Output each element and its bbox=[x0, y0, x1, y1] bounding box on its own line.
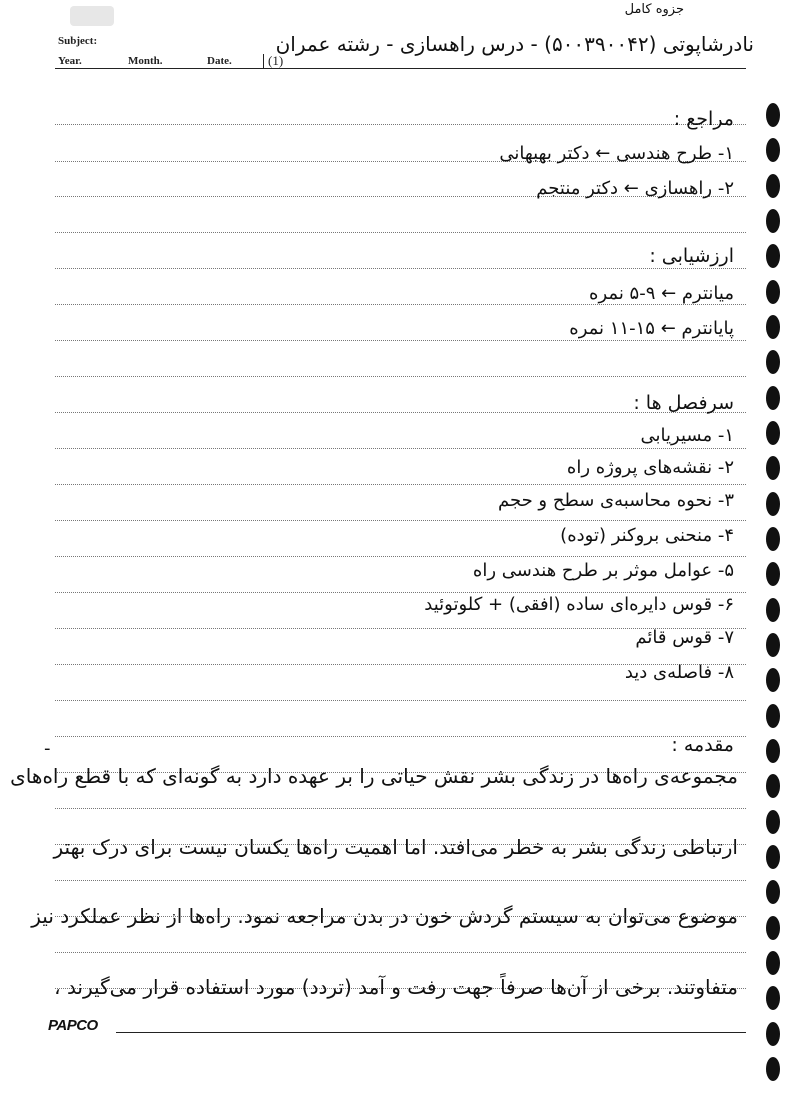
ruled-line bbox=[55, 880, 746, 881]
syllabus-item: ۵- عوامل موثر بر طرح هندسی راه bbox=[472, 560, 734, 581]
ruled-line bbox=[55, 808, 746, 809]
paragraph-line: مجموعه‌ی راه‌ها در زندگی بشر نقش حیاتی را بر عهده دارد به گونه‌ای که با قطع راه‌های bbox=[10, 764, 738, 788]
binding-hole bbox=[766, 456, 780, 480]
syllabus-item: ۱- مسیریابی bbox=[640, 425, 734, 446]
syllabus-item: ۳- نحوه محاسبه‌ی سطح و حجم bbox=[497, 490, 734, 511]
binding-hole bbox=[766, 880, 780, 904]
header-divider bbox=[263, 54, 264, 69]
ruled-line bbox=[55, 340, 746, 341]
date-label: Date. bbox=[207, 55, 232, 67]
binding-hole bbox=[766, 598, 780, 622]
evaluation-item: میانترم ← ۹-۵ نمره bbox=[589, 283, 734, 304]
ruled-line bbox=[55, 700, 746, 701]
binding-hole bbox=[766, 845, 780, 869]
binding-hole bbox=[766, 810, 780, 834]
binding-hole bbox=[766, 916, 780, 940]
binding-hole bbox=[766, 280, 780, 304]
binding-hole bbox=[766, 209, 780, 233]
reference-item: ۱- طرح هندسی ← دکتر بهبهانی bbox=[499, 143, 734, 164]
ruled-line bbox=[55, 952, 746, 953]
ruled-line bbox=[55, 484, 746, 485]
reference-item: ۲- راهسازی ← دکتر منتجم bbox=[536, 178, 734, 199]
page-title: نادرشاپوتی (۵۰۰۳۹۰۰۴۲) - درس راهسازی - رشته عمران bbox=[275, 32, 754, 56]
footer-rule bbox=[116, 1032, 746, 1033]
binding-hole bbox=[766, 527, 780, 551]
syllabus-item: ۲- نقشه‌های پروژه راه bbox=[566, 457, 734, 478]
ruled-line bbox=[55, 448, 746, 449]
ruled-line bbox=[55, 304, 746, 305]
binding-hole bbox=[766, 951, 780, 975]
brand-logo: PAPCO bbox=[48, 1017, 98, 1034]
binding-hole bbox=[766, 138, 780, 162]
paragraph-line: متفاوتند. برخی از آن‌ها صرفاً جهت رفت و آمد (تردد) مورد استفاده قرار می‌گیرند ، bbox=[54, 975, 738, 999]
ruled-line bbox=[55, 268, 746, 269]
binding-hole bbox=[766, 103, 780, 127]
binding-hole bbox=[766, 668, 780, 692]
binding-hole bbox=[766, 386, 780, 410]
syllabus-item: ۶- قوس دایره‌ای ساده (افقی) + کلوتوئید bbox=[424, 594, 734, 615]
evaluation-heading: ارزشیابی : bbox=[649, 245, 734, 267]
year-label: Year. bbox=[58, 55, 82, 67]
scan-blot bbox=[70, 6, 114, 26]
syllabus-item: ۴- منحنی بروکنر (توده) bbox=[560, 525, 734, 546]
binding-hole bbox=[766, 562, 780, 586]
ruled-line bbox=[55, 376, 746, 377]
binding-hole bbox=[766, 986, 780, 1010]
header-rule bbox=[55, 68, 746, 69]
ruled-line bbox=[55, 520, 746, 521]
binding-hole bbox=[766, 704, 780, 728]
ruled-line bbox=[55, 124, 746, 125]
ruled-line bbox=[55, 556, 746, 557]
syllabus-item: ۷- قوس قائم bbox=[635, 627, 734, 648]
references-heading: مراجع : bbox=[673, 108, 734, 130]
binding-hole bbox=[766, 421, 780, 445]
date-value: (1) bbox=[268, 53, 284, 68]
binding-hole bbox=[766, 174, 780, 198]
ruled-line bbox=[55, 736, 746, 737]
binding-hole bbox=[766, 1022, 780, 1046]
syllabus-heading: سرفصل ها : bbox=[633, 392, 734, 414]
binding-hole bbox=[766, 1057, 780, 1081]
binding-hole bbox=[766, 739, 780, 763]
paragraph-line: ارتباطی زندگی بشر به خطر می‌افتد. اما اهمیت راه‌ها یکسان نیست برای درک بهتر bbox=[53, 835, 738, 859]
margin-mark: - bbox=[44, 738, 51, 759]
binding-hole bbox=[766, 633, 780, 657]
introduction-heading: مقدمه : bbox=[671, 734, 734, 756]
corner-note: جزوه کامل bbox=[624, 2, 684, 17]
binding-hole bbox=[766, 244, 780, 268]
binding-hole bbox=[766, 315, 780, 339]
paragraph-line: موضوع می‌توان به سیستم گردش خون در بدن مراجعه نمود. راه‌ها از نظر عملکرد نیز bbox=[31, 904, 738, 928]
ruled-line bbox=[55, 592, 746, 593]
ruled-line bbox=[55, 232, 746, 233]
month-label: Month. bbox=[128, 55, 163, 67]
binding-hole bbox=[766, 774, 780, 798]
syllabus-item: ۸- فاصله‌ی دید bbox=[624, 662, 734, 683]
evaluation-item: پایانترم ← ۱۵-۱۱ نمره bbox=[569, 318, 734, 339]
subject-label: Subject: bbox=[58, 35, 98, 47]
binding-hole bbox=[766, 492, 780, 516]
binding-hole bbox=[766, 350, 780, 374]
